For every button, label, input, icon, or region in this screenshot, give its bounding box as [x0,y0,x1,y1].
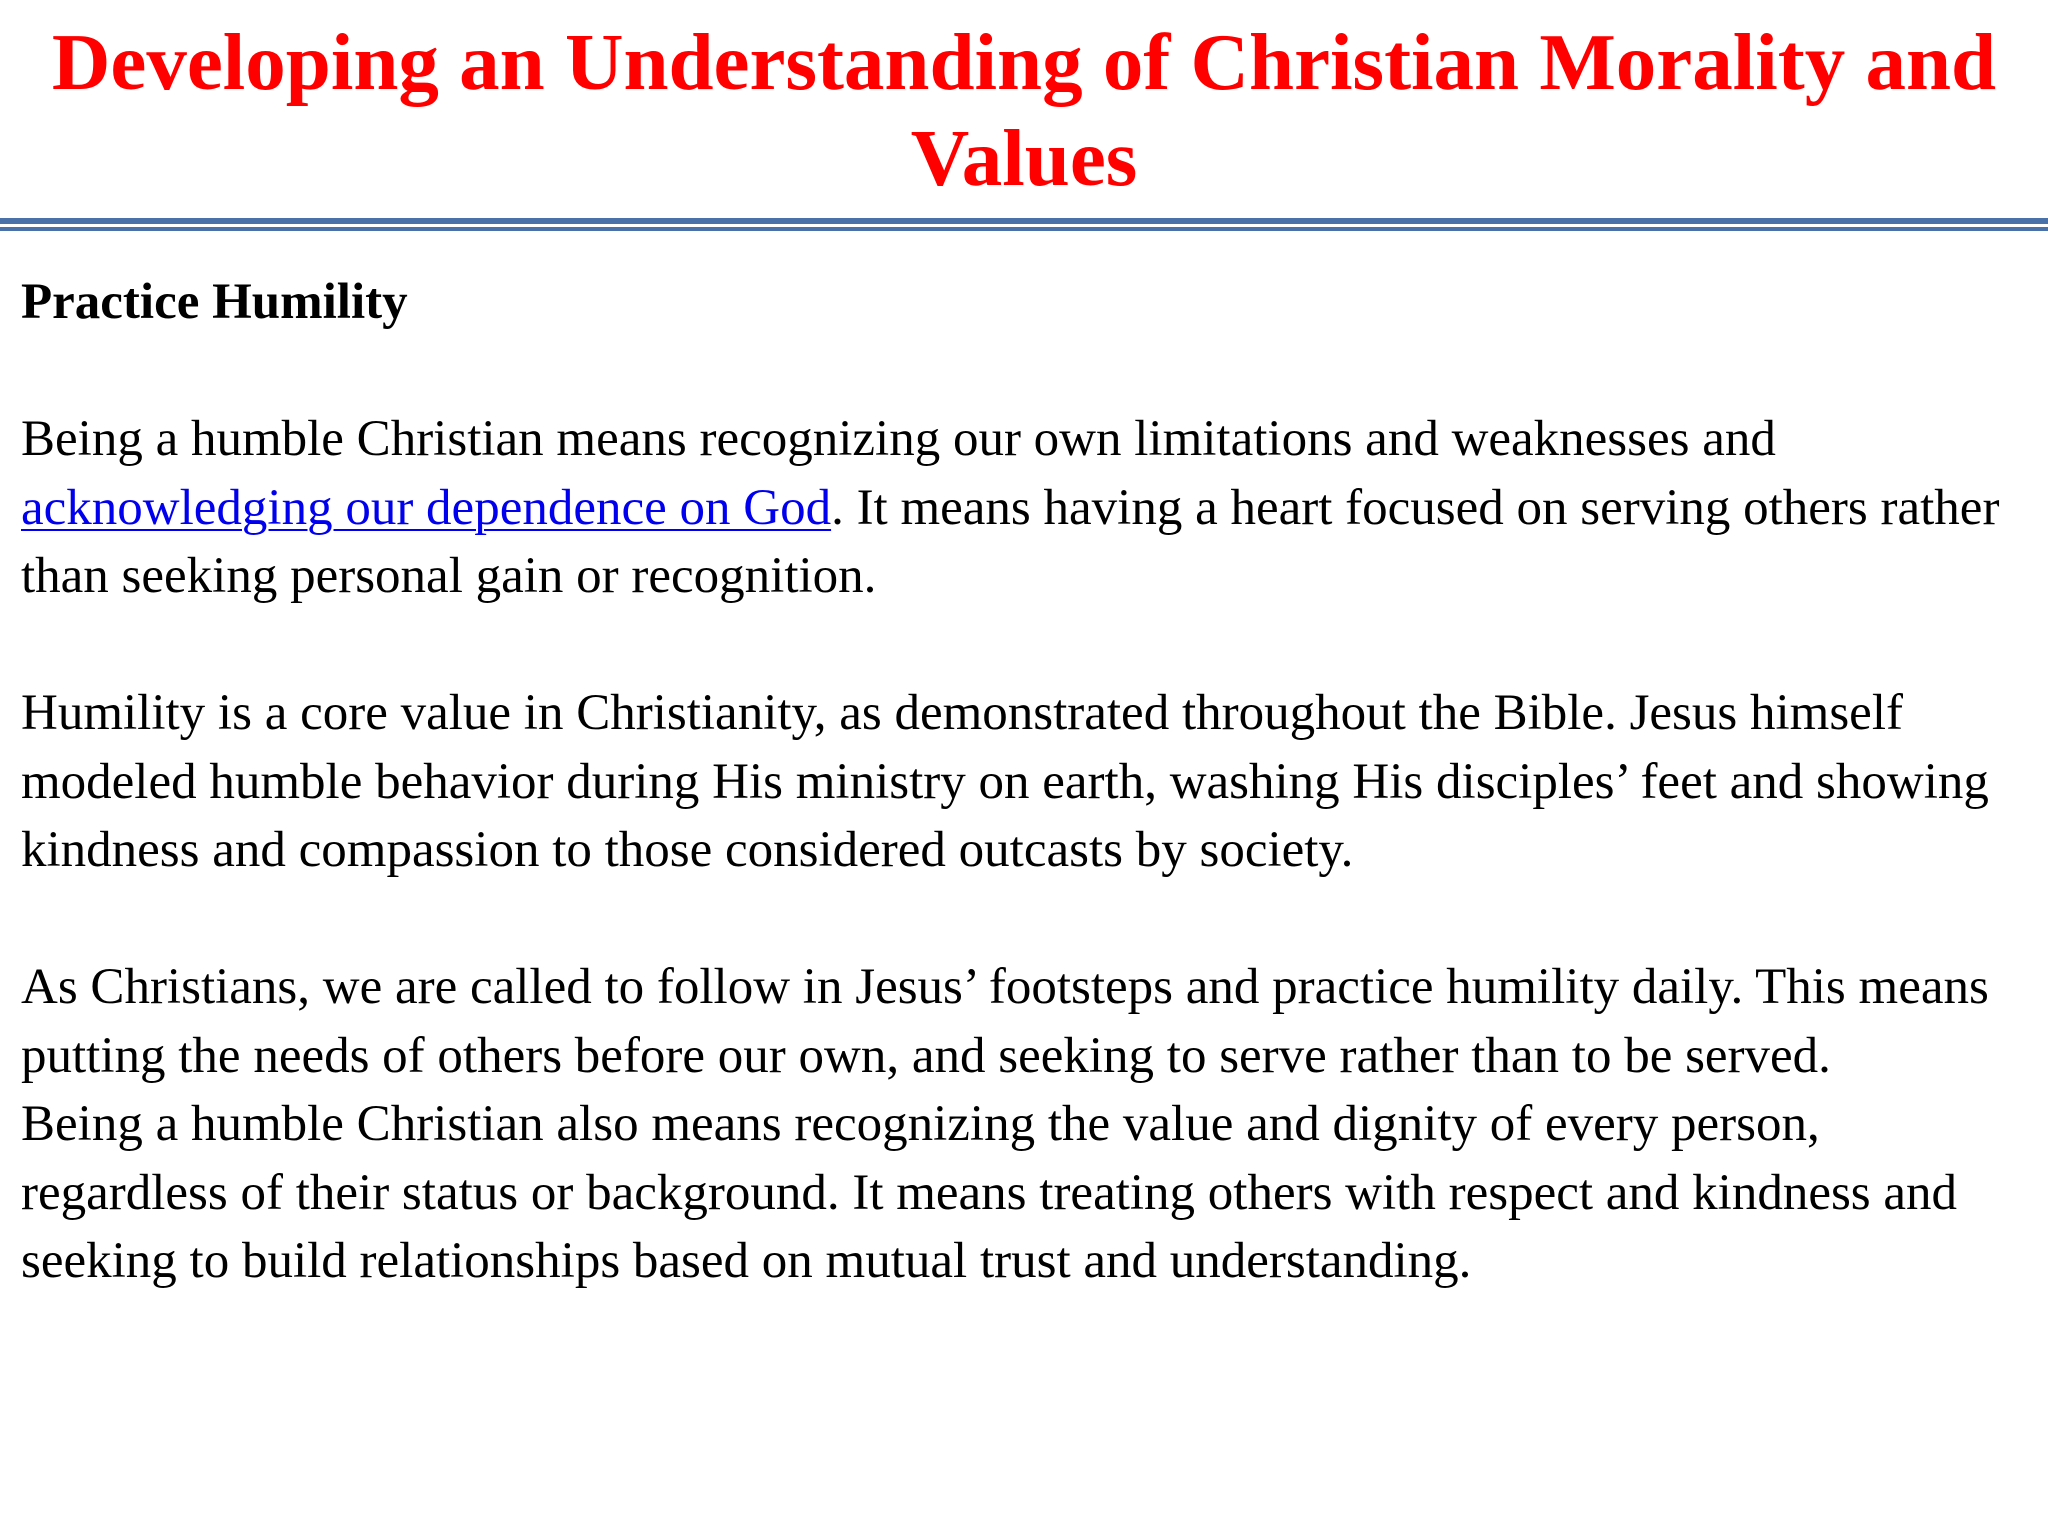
spacer [21,611,2031,680]
title-divider-top-line [0,218,2048,224]
dependence-on-god-link[interactable]: acknowledging our dependence on God [21,479,832,536]
slide-title [0,14,2048,206]
paragraph-4: Being a humble Christian also means recognizing the value and dignity of every person, regardless of their status or background. It means treating others with respect and kindness and seeking to build relationships based on mutual trust and understanding. [21,1096,1958,1289]
paragraph-2: Humility is a core value in Christianity, as demonstrated throughout the Bible. Jesus himself modeled humble behavior during His ministry on earth, washing His disciples’ feet and showing kindness and compassion to those considered outcasts by society. [21,685,1989,878]
slide-title-line-1: Developing an Understanding of Christian Morality and [51,17,1997,107]
slide-title-line-2: Values [910,113,1138,203]
spacer [21,337,2031,406]
paragraph-3: As Christians, we are called to follow in Jesus’ footsteps and practice humility daily. This means putting the needs of others before our own, and seeking to serve rather than to be served. [21,959,1989,1084]
title-divider-bottom-line [0,227,2048,231]
title-divider [0,218,2048,232]
spacer [21,885,2031,954]
section-heading: Practice Humility [21,274,408,330]
paragraph-1-text-after: . It means having a heart focused on serving others rather than seeking personal gain or recognition. [21,479,2000,604]
slide-body [21,268,2031,1296]
paragraph-1-text-before: Being a humble Christian means recognizing our own limitations and weaknesses and [21,411,1776,467]
paragraph-1 [21,405,2031,611]
